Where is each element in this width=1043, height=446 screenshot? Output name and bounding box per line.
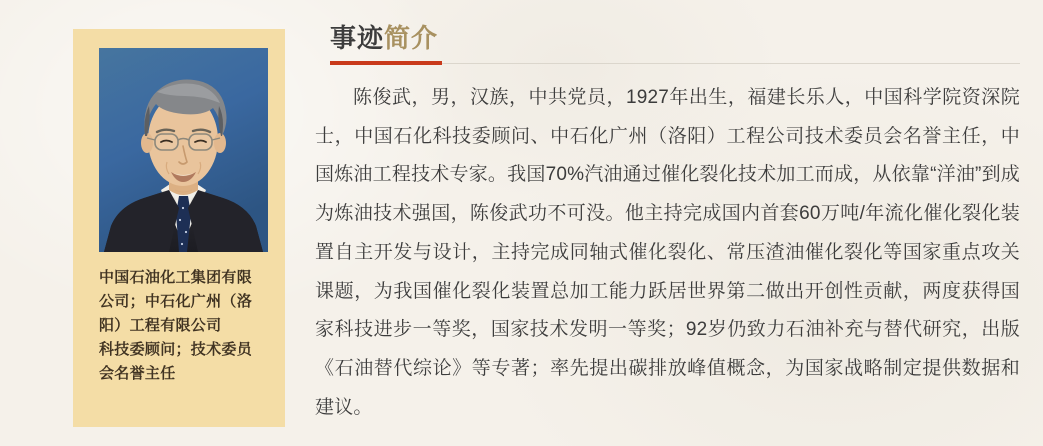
section-title <box>330 20 1020 56</box>
section-title-secondary: 简介 <box>384 23 439 53</box>
title-underline-accent <box>330 61 442 65</box>
profile-caption <box>99 266 262 386</box>
section-header <box>315 20 1020 65</box>
biography-paragraph: 陈俊武，男，汉族，中共党员，1927年出生，福建长乐人，中国科学院资深院士，中国石化科技委顾问、中石化广州（洛阳）工程公司技术委员会名誉主任，中国炼油工程技术专家。我国70%汽油通过催化裂化技术加工而成，从依靠“洋油”到成为炼油技术强国，陈俊武功不可没。他主持完成国内首套60万吨/年流化催化裂化装置自主开发与设计，主持完成同轴式催化裂化、常压渣油催化裂化等国家重点攻关课题，为我国催化裂化装置总加工能力跃居世界第二做出开创性贡献，两度获得国家科技进步一等奖，国家技术发明一等奖；92岁仍致力石油补充与替代研究，出版《石油替代综论》等专著；率先提出碳排放峰值概念，为国家战略制定提供数据和建议。 <box>315 87 1020 418</box>
caption-affiliation: 中国石油化工集团有限公司；中石化广州（洛阳）工程有限公司 <box>99 269 253 334</box>
caption-titles: 科技委顾问；技术委员会名誉主任 <box>99 341 253 382</box>
profile-card <box>73 29 285 427</box>
portrait-photo <box>99 48 268 252</box>
title-underline-light <box>442 63 1020 64</box>
section-title-primary: 事迹 <box>330 23 385 53</box>
title-rule <box>315 61 1020 65</box>
